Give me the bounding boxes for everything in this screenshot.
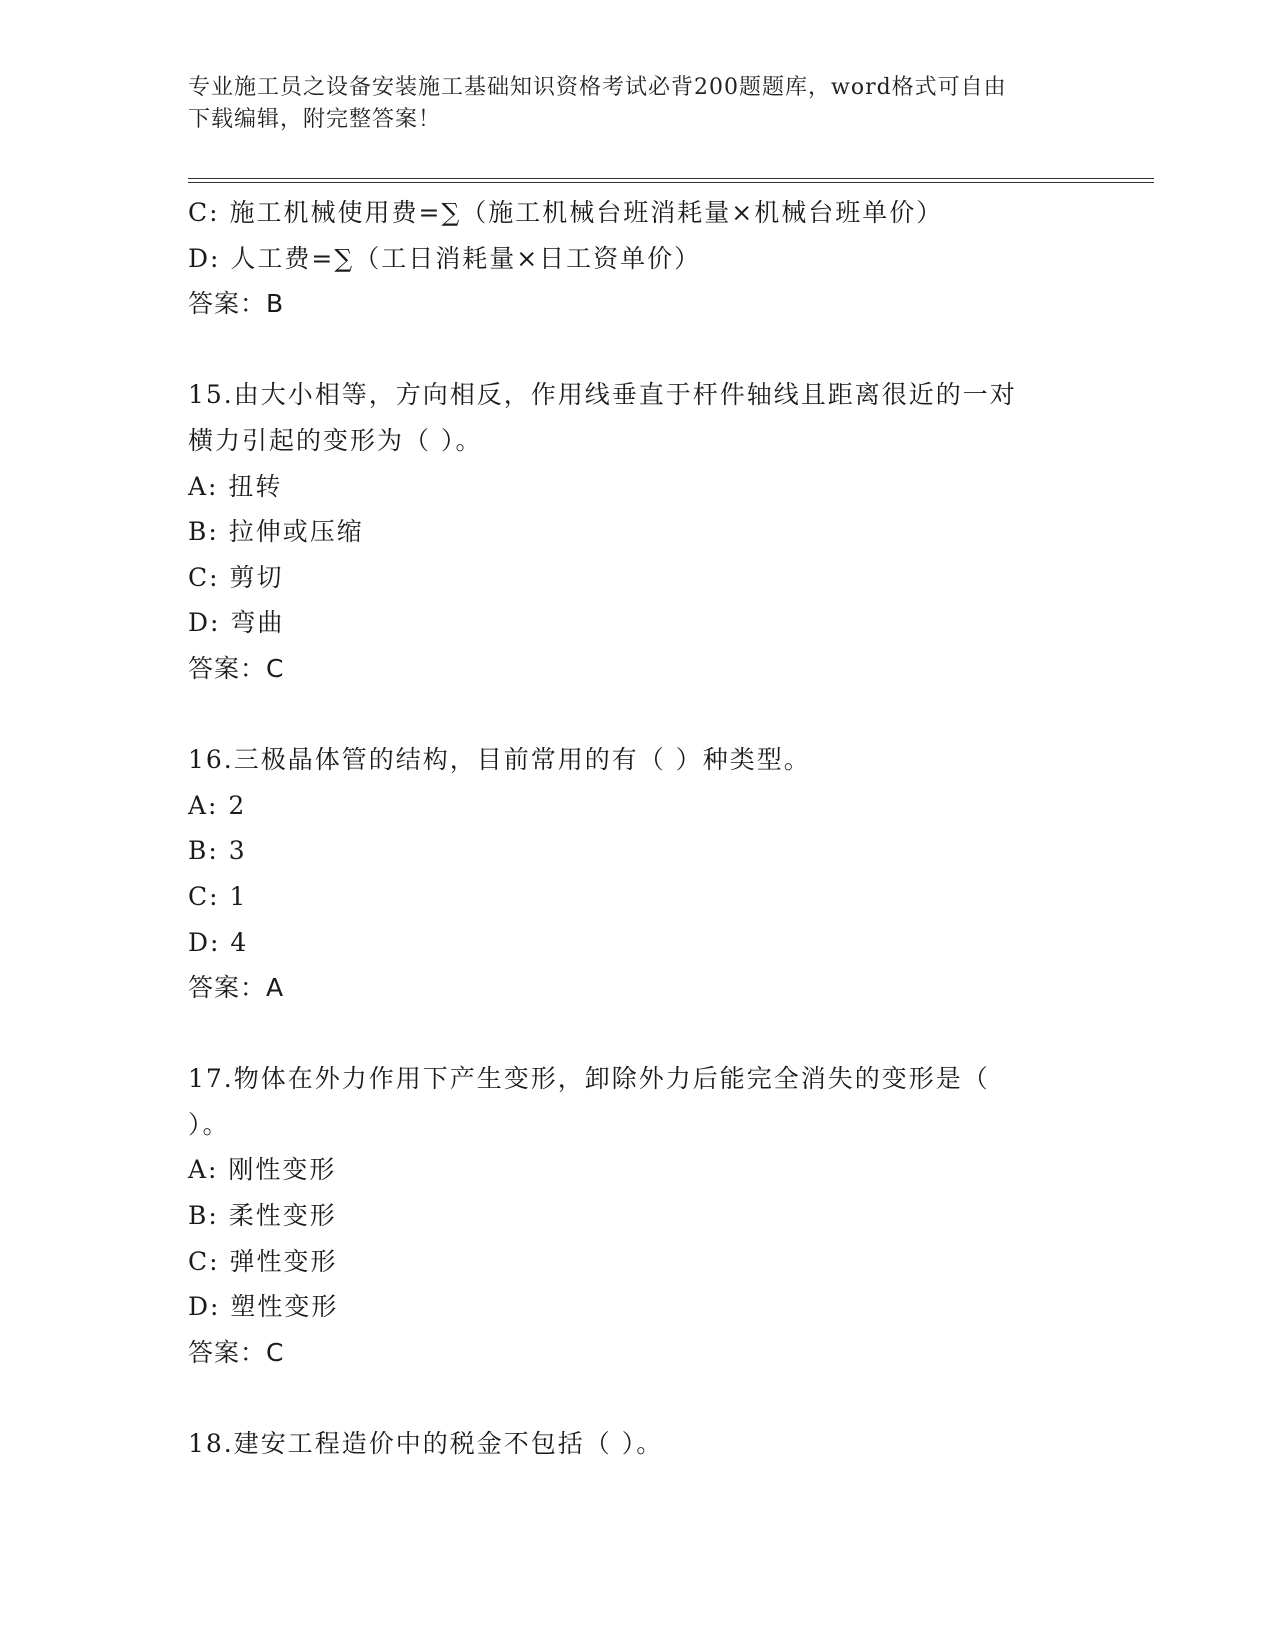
spacer <box>188 1011 1088 1057</box>
question-text-line-2: ）。 <box>188 1109 230 1139</box>
option-d: D: 4 <box>188 927 249 957</box>
option-c: C: 剪切 <box>188 562 284 592</box>
option-a: A: 扭转 <box>188 471 283 501</box>
option-d: D: 塑性变形 <box>188 1292 339 1322</box>
header-line-2: 下载编辑，附完整答案！ <box>188 107 442 132</box>
option-d: D: 人工费=∑（工日消耗量×日工资单价） <box>188 243 702 273</box>
answer: 答案：A <box>188 973 285 1003</box>
question-16 <box>188 737 1088 1011</box>
option-b: B: 柔性变形 <box>188 1201 337 1231</box>
question-list <box>188 190 1088 1467</box>
header-line-1: 专业施工员之设备安装施工基础知识资格考试必背200题题库，word格式可自由 <box>188 75 1007 100</box>
question-text-line-1: 17.物体在外力作用下产生变形，卸除外力后能完全消失的变形是（ <box>188 1064 990 1094</box>
option-b: B: 3 <box>188 836 247 866</box>
option-c: C: 弹性变形 <box>188 1246 338 1276</box>
question-17 <box>188 1056 1088 1375</box>
option-c: C: 施工机械使用费=∑（施工机械台班消耗量×机械台班单价） <box>188 198 944 227</box>
document-header <box>188 72 1068 136</box>
option-b: B: 拉伸或压缩 <box>188 517 364 547</box>
spacer <box>188 327 1088 373</box>
option-c: C: 1 <box>188 881 248 911</box>
answer: 答案：C <box>188 1337 285 1367</box>
question-text-line-2: 横力引起的变形为（ ）。 <box>188 425 483 455</box>
question-text-line-1: 18.建安工程造价中的税金不包括（ ）。 <box>188 1429 664 1459</box>
question-15 <box>188 372 1088 691</box>
question-text-line-1: 16.三极晶体管的结构，目前常用的有（ ）种类型。 <box>188 745 811 775</box>
header-divider-bottom <box>188 182 1154 183</box>
spacer <box>188 1375 1088 1421</box>
header-divider-top <box>188 178 1154 179</box>
question-14-tail <box>188 190 1088 327</box>
answer: 答案：B <box>188 289 285 319</box>
spacer <box>188 692 1088 738</box>
question-18 <box>188 1421 1088 1467</box>
option-a: A: 2 <box>188 790 247 820</box>
answer: 答案：C <box>188 653 285 683</box>
option-d: D: 弯曲 <box>188 608 285 638</box>
question-text-line-1: 15.由大小相等，方向相反，作用线垂直于杆件轴线且距离很近的一对 <box>188 380 1017 410</box>
option-a: A: 刚性变形 <box>188 1155 337 1185</box>
